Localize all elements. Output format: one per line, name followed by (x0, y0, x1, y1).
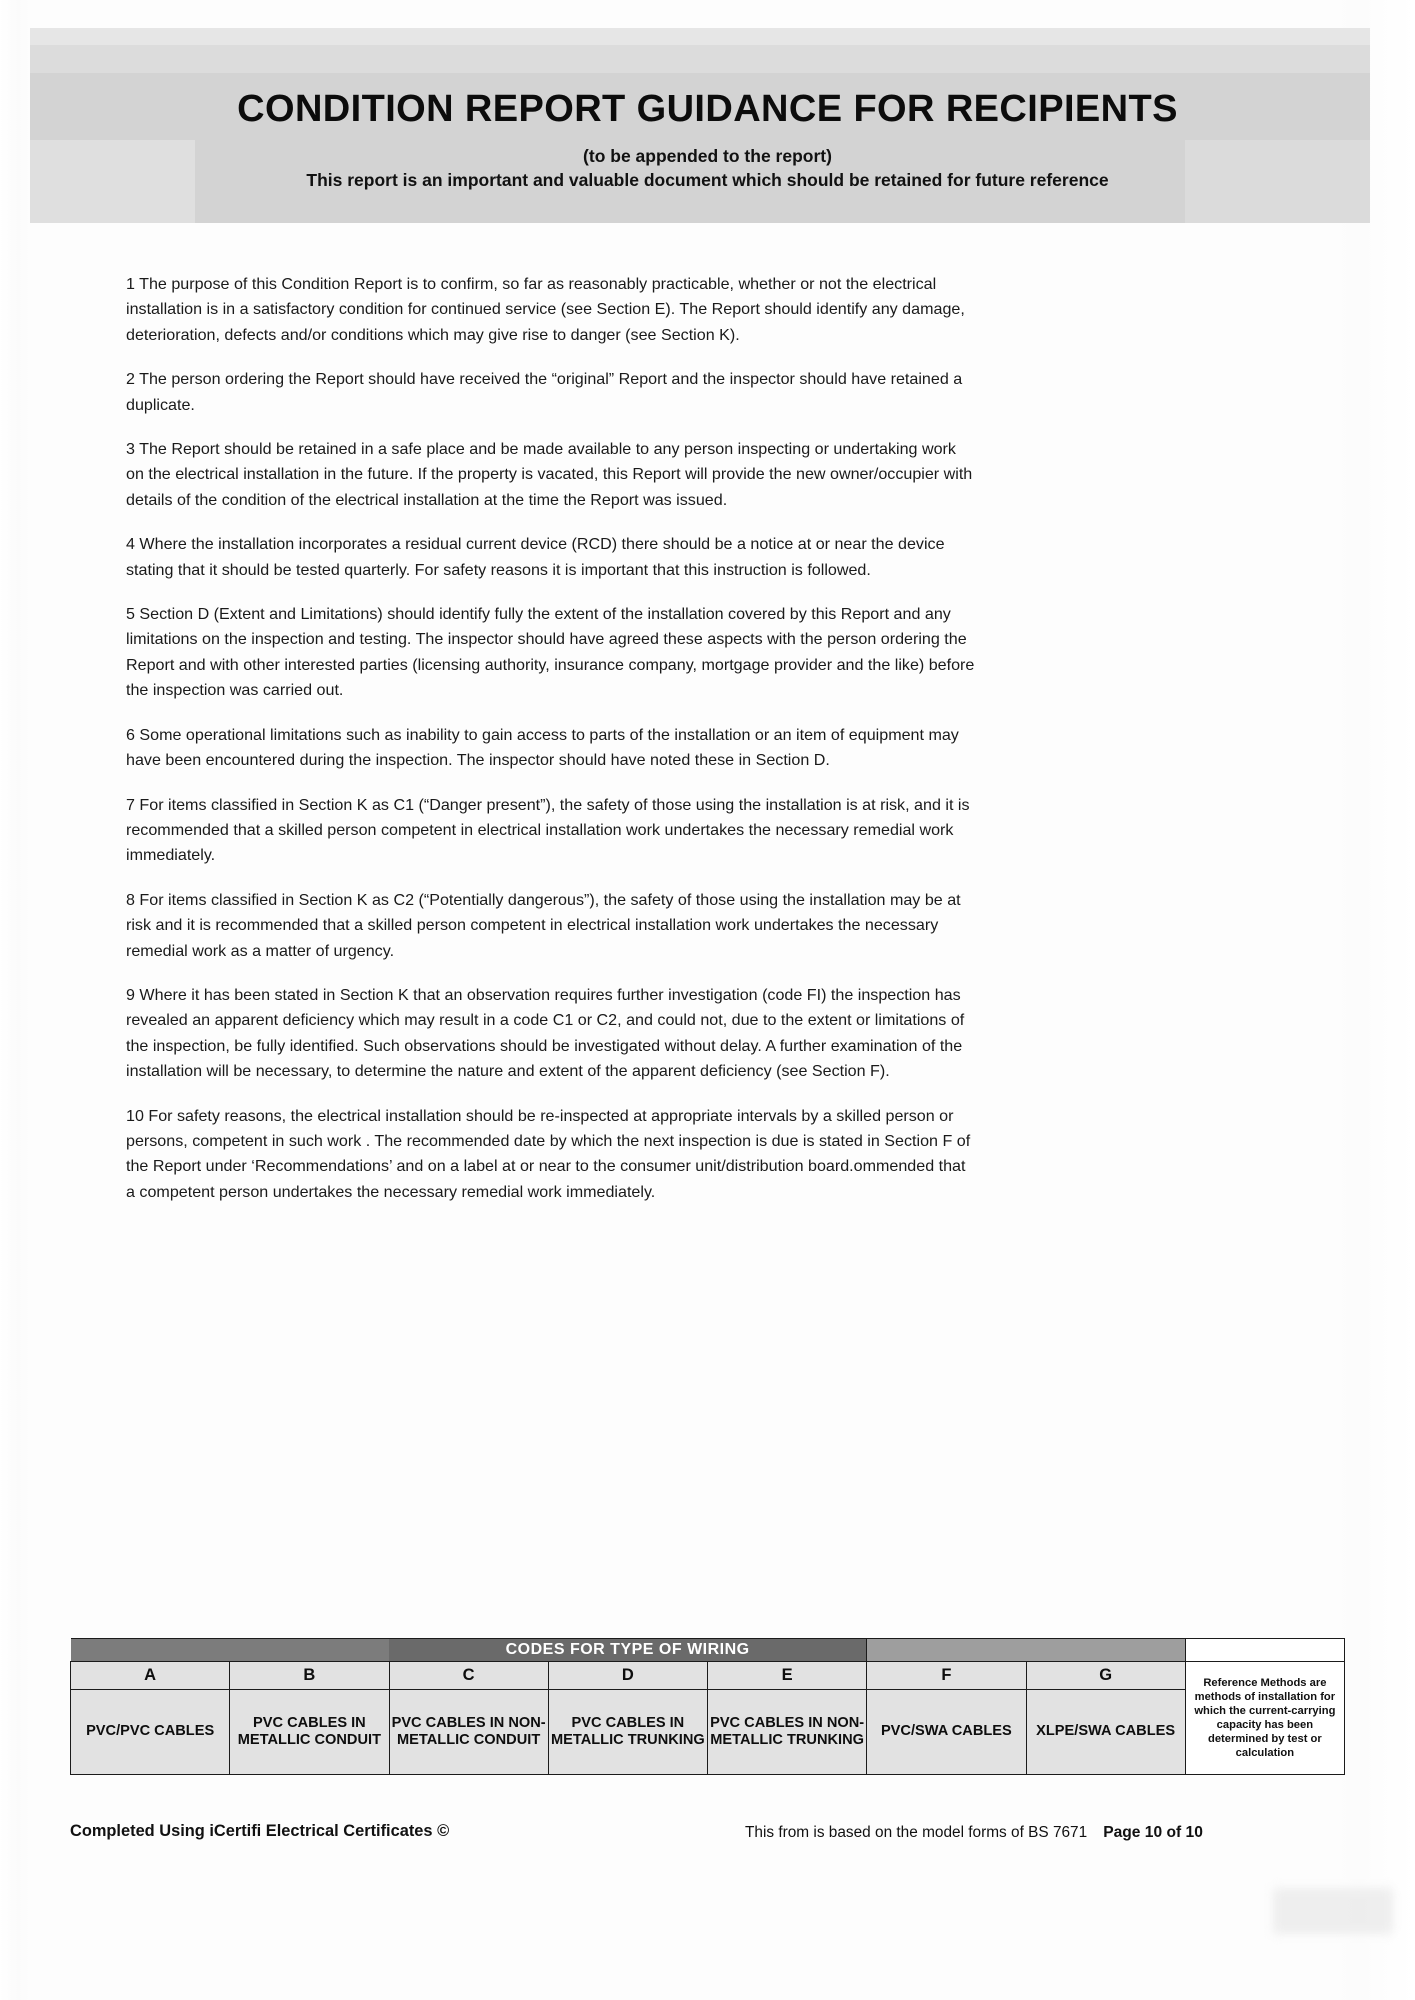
header-band (30, 45, 1370, 223)
guidance-paragraph-9: 9 Where it has been stated in Section K that an observation requires further investigation (code FI) the inspection has revealed an apparent deficiency which may result in a code C1 or C2, and could not, due to the extent or limitations of the inspection, be fully identified. Such observations should be investigated without delay. A further examination of the installation will be necessary, to determine the nature and extent of the apparent deficiency (see Section F). (126, 985, 965, 1081)
reference-methods-note: Reference Methods are methods of installation for which the current-carrying capacity has been determined by test or calculation (1185, 1662, 1344, 1775)
code-letter-f: F (867, 1662, 1026, 1690)
guidance-paragraph-3: 3 The Report should be retained in a safe place and be made available to any person inspecting or undertaking work on the electrical installation in the future. If the property is vacated, this Report will provide the new owner/occupier with details of the condition of the electrical installation at the time the Report was issued. (126, 440, 973, 509)
scan-artifact-smudge (1273, 1888, 1393, 1934)
code-letter-g: G (1026, 1662, 1185, 1690)
page-title: CONDITION REPORT GUIDANCE FOR RECIPIENTS (237, 88, 1178, 130)
code-letter-b: B (230, 1662, 389, 1690)
footer-standard-reference (745, 1824, 1203, 1842)
table-row-letters (71, 1662, 1345, 1690)
guidance-paragraph-8: 8 For items classified in Section K as C2 (“Potentially dangerous”), the safety of those using the installation may be at risk and it is recommended that a skilled person competent in electrical installation work undertakes the necessary remedial work as a matter of urgency. (126, 890, 961, 960)
scan-edge-right (1335, 0, 1415, 2000)
guidance-paragraph-7: 7 For items classified in Section K as C1 (“Danger present”), the safety of those using the installation is at risk, and it is recommended that a skilled person competent in electrical installation work undertakes the necessary remedial work immediately. (126, 795, 970, 865)
table-row-title (71, 1639, 1345, 1662)
footer-page-number: Page 10 of 10 (1103, 1824, 1203, 1841)
codes-for-type-of-wiring-table (70, 1638, 1345, 1775)
guidance-paragraph-4: 4 Where the installation incorporates a residual current device (RCD) there should be a notice at or near the device stating that it should be tested quarterly. For safety reasons it is important that this instruction is followed. (126, 535, 945, 579)
code-letter-d: D (548, 1662, 707, 1690)
header-top-strip (30, 28, 1370, 46)
code-description-a: PVC/PVC CABLES (71, 1690, 230, 1775)
code-description-g: XLPE/SWA CABLES (1026, 1690, 1185, 1775)
guidance-paragraph-1: 1 The purpose of this Condition Report is to confirm, so far as reasonably practicable, whether or not the electrical installation is in a satisfactory condition for continued service (see Section E). The Report should identify any damage, deterioration, defects and/or conditions which may give rise to danger (see Section K). (126, 275, 965, 344)
guidance-paragraph-5: 5 Section D (Extent and Limitations) should identify fully the extent of the installation covered by this Report and any limitations on the inspection and testing. The inspector should have agreed these aspects with the person ordering the Report and with other interested parties (licensing authority, insurance company, mortgage provider and the like) before the inspection was carried out. (126, 605, 975, 700)
code-description-c: PVC CABLES IN NON-METALLIC CONDUIT (389, 1690, 548, 1775)
guidance-paragraph-6: 6 Some operational limitations such as inability to gain access to parts of the installation or an item of equipment may have been encountered during the inspection. The inspector should have noted these in Section D. (126, 725, 959, 770)
guidance-paragraph-10: 10 For safety reasons, the electrical installation should be re-inspected at appropriate intervals by a skilled person or persons, competent in such work . The recommended date by which the next inspection is due is stated in Section F of the Report under ‘Recommendations’ and on a label at or near to the consumer unit/distribution board.ommended that a competent person undertakes the necessary remedial work immediately. (126, 1106, 971, 1201)
footer-vendor-credit: Completed Using iCertifi Electrical Certificates © (70, 1822, 450, 1840)
scan-edge-left (0, 0, 30, 2000)
table-row-descriptions (71, 1690, 1345, 1775)
code-letter-c: C (389, 1662, 548, 1690)
guidance-paragraph-2: 2 The person ordering the Report should have received the “original” Report and the inspector should have retained a duplicate. (126, 370, 963, 414)
code-description-b: PVC CABLES IN METALLIC CONDUIT (230, 1690, 389, 1775)
page-subtitle-appended: (to be appended to the report) (583, 146, 832, 166)
header-band-highlight-top (30, 45, 1370, 73)
guidance-paragraph-list (126, 272, 976, 1205)
footer-standard-text: This from is based on the model forms of BS 7671 (745, 1824, 1088, 1841)
code-description-f: PVC/SWA CABLES (867, 1690, 1026, 1775)
code-letter-a: A (71, 1662, 230, 1690)
codes-table-title: CODES FOR TYPE OF WIRING (389, 1639, 867, 1662)
codes-title-spacer-left (71, 1639, 390, 1662)
page-subtitle-retain-notice: This report is an important and valuable document which should be retained for future reference (306, 170, 1109, 190)
code-letter-e: E (708, 1662, 867, 1690)
code-description-d: PVC CABLES IN METALLIC TRUNKING (548, 1690, 707, 1775)
codes-title-spacer-right (867, 1639, 1186, 1662)
code-description-e: PVC CABLES IN NON-METALLIC TRUNKING (708, 1690, 867, 1775)
reference-note-spacer (1185, 1639, 1344, 1662)
